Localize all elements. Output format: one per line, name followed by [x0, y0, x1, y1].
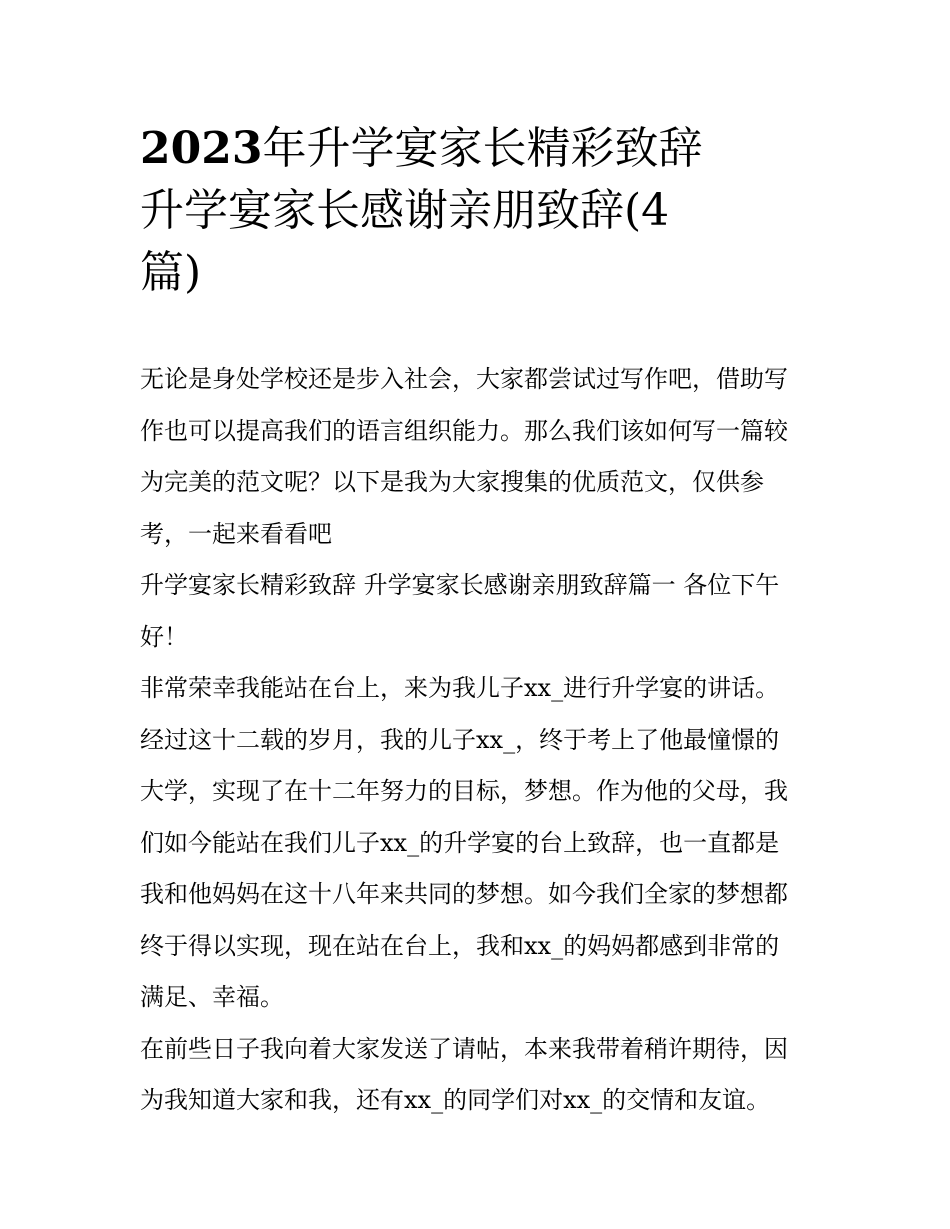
document-body	[140, 354, 820, 1127]
body-line: 升学宴家长精彩致辞 升学宴家长感谢亲朋致辞篇一 各位下午	[140, 571, 780, 599]
body-line: 为我知道大家和我，还有xx_的同学们对xx_的交情和友谊。	[140, 1086, 771, 1114]
body-line: 大学，实现了在十二年努力的目标，梦想。作为他的父母，我	[140, 777, 788, 805]
body-line: 终于得以实现，现在站在台上，我和xx_的妈妈都感到非常的	[140, 931, 780, 960]
body-line: 为完美的范文呢？以下是我为大家搜集的优质范文，仅供参	[140, 468, 764, 496]
document-title	[140, 118, 820, 304]
title-line-1: 2023年升学宴家长精彩致辞	[140, 123, 703, 174]
body-line: 经过这十二载的岁月，我的儿子xx_，终于考上了他最憧憬的	[140, 725, 780, 754]
body-line: 作也可以提高我们的语言组织能力。那么我们该如何写一篇较	[140, 416, 788, 445]
title-line-2: 升学宴家长感谢亲朋致辞(4	[140, 185, 670, 236]
title-line-3: 篇)	[140, 247, 202, 298]
body-line: 满足、幸福。	[140, 983, 284, 1011]
body-line: 无论是身处学校还是步入社会，大家都尝试过写作吧，借助写	[140, 365, 788, 393]
body-line: 好！	[140, 622, 188, 651]
body-line: 我和他妈妈在这十八年来共同的梦想。如今我们全家的梦想都	[140, 880, 788, 908]
body-line: 非常荣幸我能站在台上，来为我儿子xx_进行升学宴的讲话。	[140, 674, 780, 702]
body-line: 考，一起来看看吧	[140, 519, 332, 548]
body-line: 在前些日子我向着大家发送了请帖，本来我带着稍许期待，因	[140, 1034, 788, 1063]
body-line: 们如今能站在我们儿子xx_的升学宴的台上致辞，也一直都是	[140, 828, 780, 857]
